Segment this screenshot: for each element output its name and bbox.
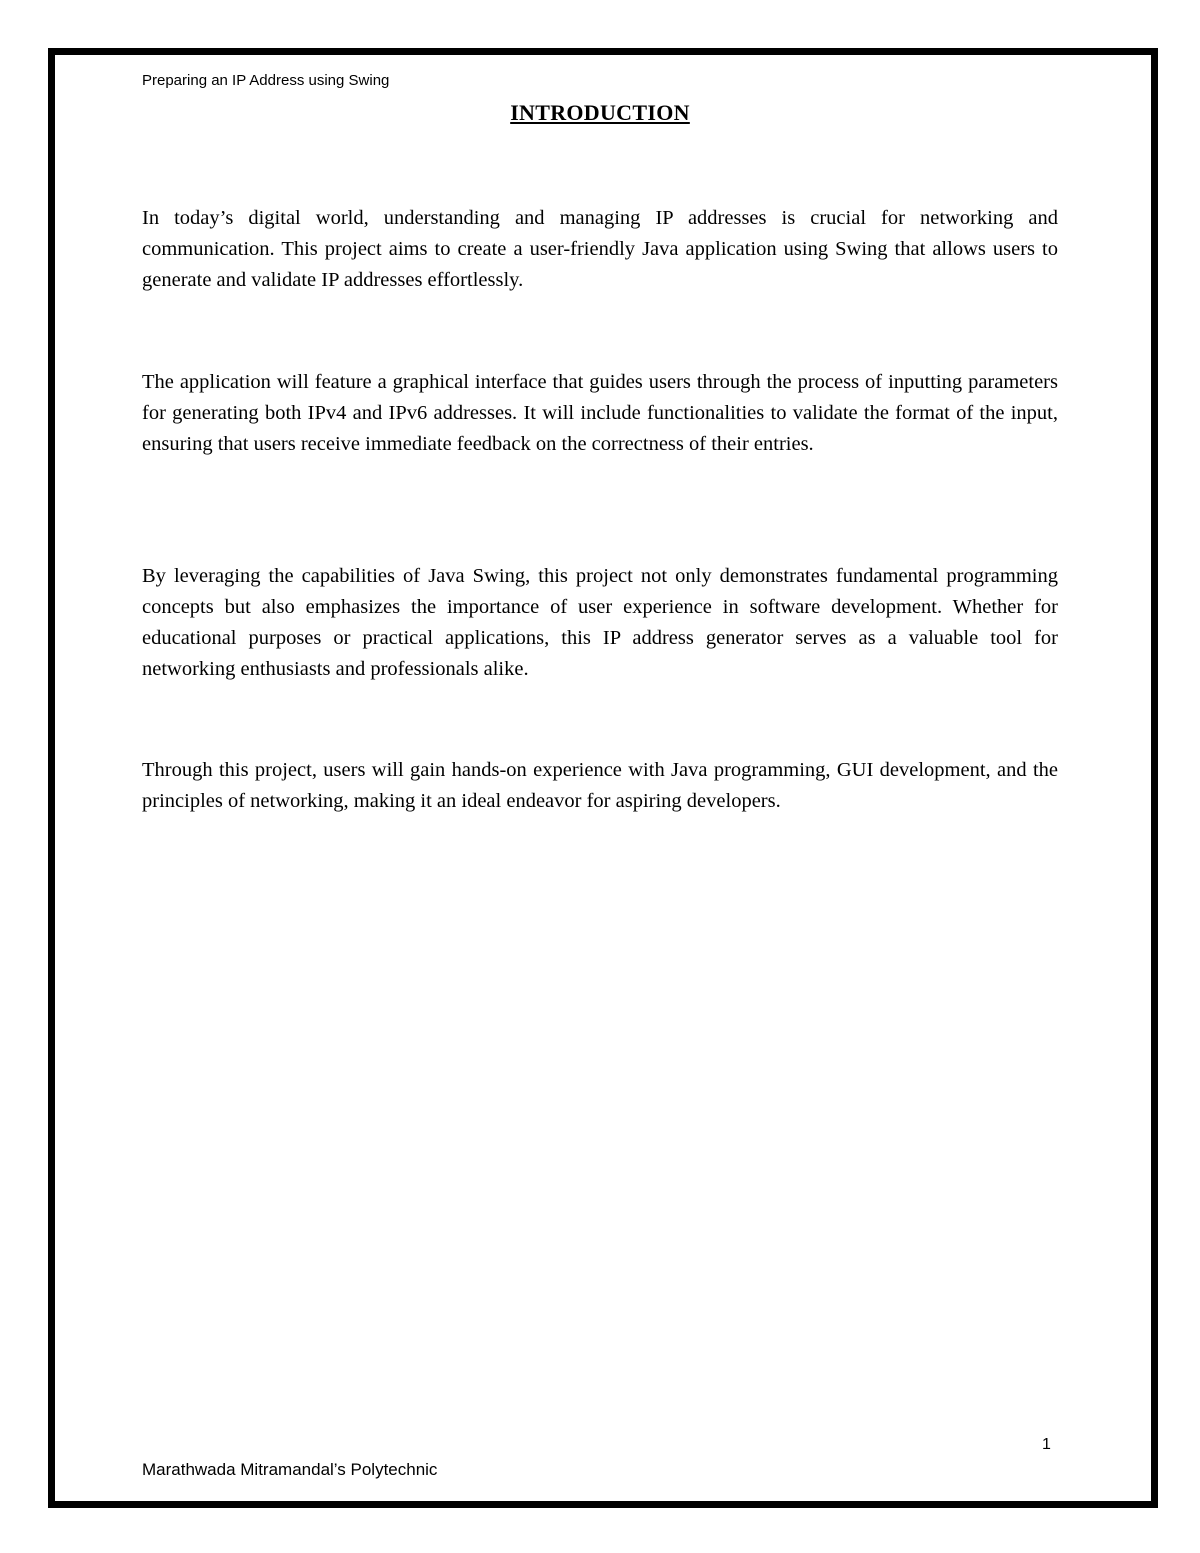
paragraph-3: By leveraging the capabilities of Java Swing, this project not only demonstrates fundamental programming concepts but also emphasizes the importance of user experience in software development. Whether for educational purposes or practical applications, this IP address generator serves as a valuable tool for networking enthusiasts and professionals alike. (142, 565, 1058, 680)
paragraph-1: In today’s digital world, understanding and managing IP addresses is crucial for networking and communication. This project aims to create a user-friendly Java application using Swing that allows users to generate and validate IP addresses effortlessly. (142, 207, 1058, 291)
running-header: Preparing an IP Address using Swing (142, 72, 390, 89)
paragraph-2: The application will feature a graphical interface that guides users through the process of inputting parameters for generating both IPv4 and IPv6 addresses. It will include functionalities to validate the format of the input, ensuring that users receive immediate feedback on the correctness of their entries. (142, 371, 1058, 455)
page-number: 1 (1042, 1436, 1051, 1453)
running-footer: Marathwada Mitramandal’s Polytechnic (142, 1460, 438, 1479)
paragraph-4: Through this project, users will gain hands-on experience with Java programming, GUI development, and the principles of networking, making it an ideal endeavor for aspiring developers. (142, 759, 1058, 812)
page-title: INTRODUCTION (510, 100, 690, 125)
